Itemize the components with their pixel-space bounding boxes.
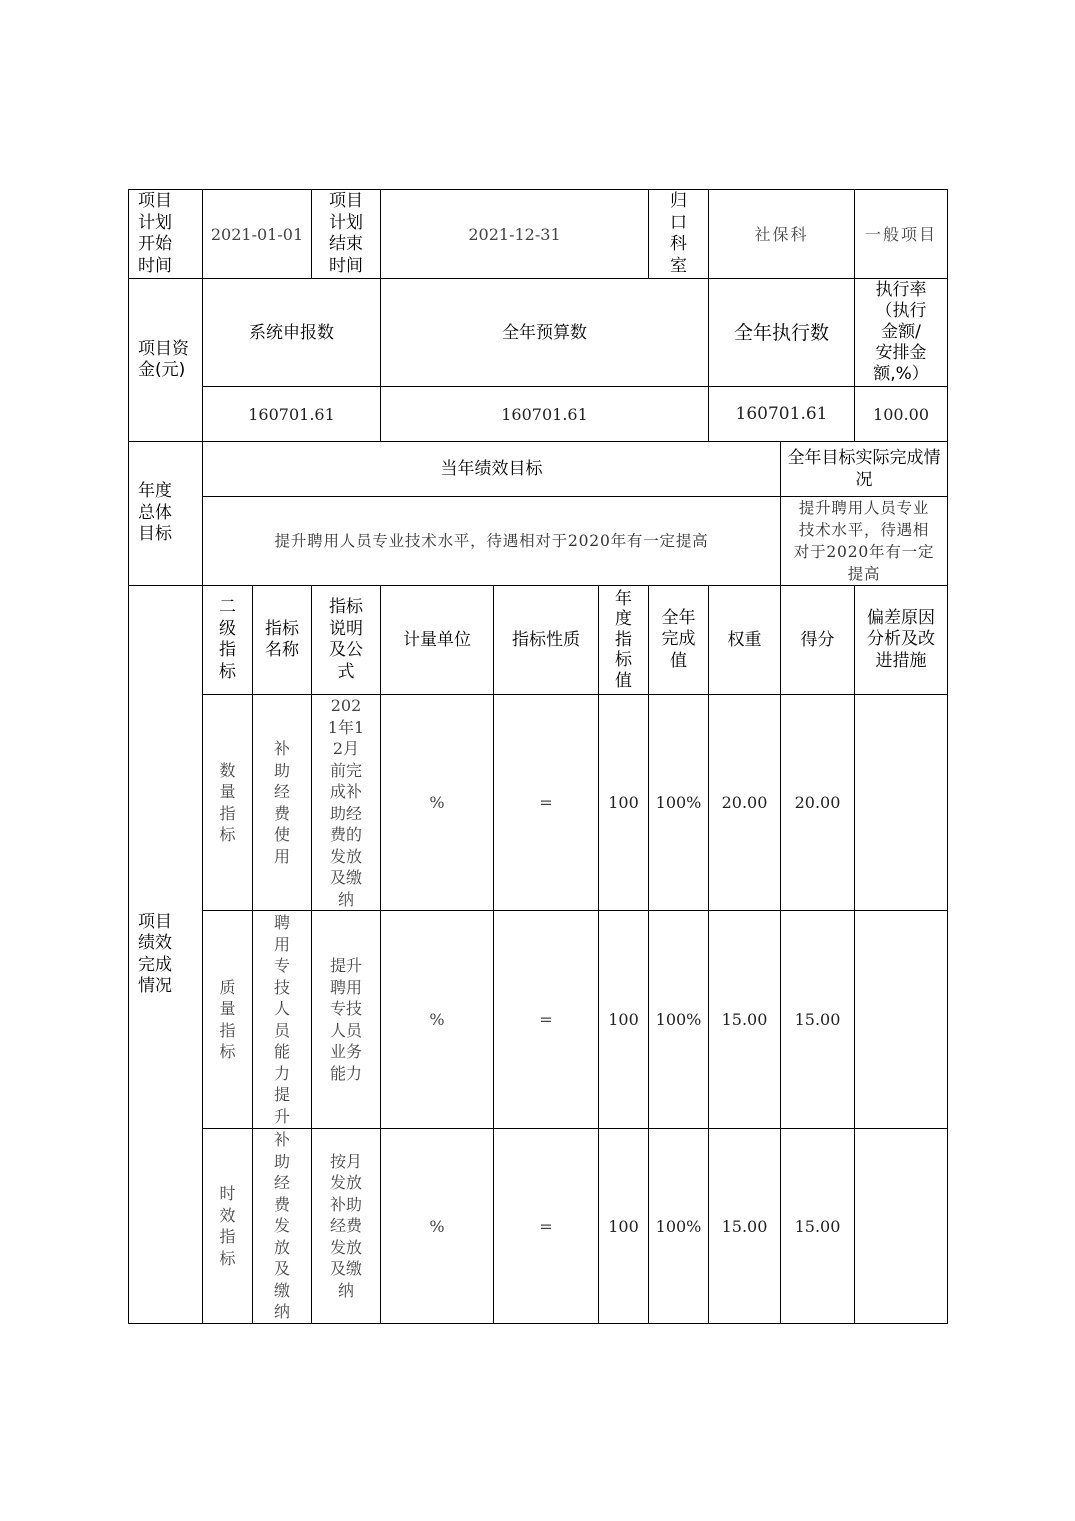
weight-cell: 15.00 [709,911,781,1129]
start-time-label: 项目计划开始时间 [129,190,203,279]
project-type-value: 一般项目 [855,190,948,279]
indicator-name-cell: 补助经费使用 [253,695,312,911]
level2-cell: 数量指标 [203,695,253,911]
nature-cell: = [494,1129,599,1324]
score-cell: 15.00 [781,1129,855,1324]
weight-cell: 20.00 [709,695,781,911]
reason-cell [855,911,948,1129]
funds-values-row [129,387,948,442]
plan-row [129,190,948,279]
indicator-desc-cell: 2021年12月前完成补助经费的发放及缴纳 [312,695,381,911]
nature-cell: = [494,911,599,1129]
funds-label: 项目资金(元) [129,279,203,442]
unit-cell: % [381,1129,494,1324]
actual-value-cell: 100% [649,1129,709,1324]
indicator-name-header: 指标名称 [253,586,312,695]
goal-text-row [129,497,948,586]
end-time-label: 项目计划结束时间 [312,190,381,279]
declared-value: 160701.61 [203,387,381,442]
performance-table [128,189,948,1324]
indicator-row [129,695,948,911]
score-cell: 20.00 [781,695,855,911]
score-cell: 15.00 [781,911,855,1129]
weight-header: 权重 [709,586,781,695]
actual-value-header: 全年完成值 [649,586,709,695]
indicator-row [129,1129,948,1324]
nature-cell: = [494,695,599,911]
declared-header: 系统申报数 [203,279,381,387]
indicator-name-cell: 聘用专技人员能力提升 [253,911,312,1129]
budget-header: 全年预算数 [381,279,709,387]
actual-value-cell: 100% [649,695,709,911]
unit-cell: % [381,695,494,911]
weight-cell: 15.00 [709,1129,781,1324]
annual-goal-label: 年度总体目标 [129,442,203,586]
executed-header: 全年执行数 [709,279,855,387]
indicator-row [129,911,948,1129]
executed-value: 160701.61 [709,387,855,442]
indicator-desc-cell: 提升聘用专技人员业务能力 [312,911,381,1129]
indicator-header-row [129,586,948,695]
target-text: 提升聘用人员专业技术水平，待遇相对于2020年有一定提高 [203,497,781,586]
performance-label: 项目绩效完成情况 [129,586,203,1324]
level2-cell: 时效指标 [203,1129,253,1324]
performance-table-sheet [128,189,947,1322]
end-time-value: 2021-12-31 [381,190,649,279]
department-value: 社保科 [709,190,855,279]
target-header: 当年绩效目标 [203,442,781,497]
target-value-header: 年度指标值 [599,586,649,695]
reason-header: 偏差原因分析及改进措施 [855,586,948,695]
target-value-cell: 100 [599,695,649,911]
unit-header: 计量单位 [381,586,494,695]
target-value-cell: 100 [599,1129,649,1324]
level2-header: 二级指标 [203,586,253,695]
budget-value: 160701.61 [381,387,709,442]
reason-cell [855,695,948,911]
indicator-name-cell: 补助经费发放及缴纳 [253,1129,312,1324]
actual-header: 全年目标实际完成情况 [781,442,948,497]
actual-text: 提升聘用人员专业技术水平，待遇相对于2020年有一定提高 [781,497,948,586]
funds-header-row [129,279,948,387]
actual-value-cell: 100% [649,911,709,1129]
goal-header-row [129,442,948,497]
reason-cell [855,1129,948,1324]
department-label: 归口科室 [649,190,709,279]
unit-cell: % [381,911,494,1129]
level2-cell: 质量指标 [203,911,253,1129]
target-value-cell: 100 [599,911,649,1129]
score-header: 得分 [781,586,855,695]
nature-header: 指标性质 [494,586,599,695]
rate-header: 执行率（执行金额/安排金额,%） [855,279,948,387]
start-time-value: 2021-01-01 [203,190,312,279]
indicator-desc-cell: 按月发放补助经费发放及缴纳 [312,1129,381,1324]
rate-value: 100.00 [855,387,948,442]
indicator-desc-header: 指标说明及公式 [312,586,381,695]
